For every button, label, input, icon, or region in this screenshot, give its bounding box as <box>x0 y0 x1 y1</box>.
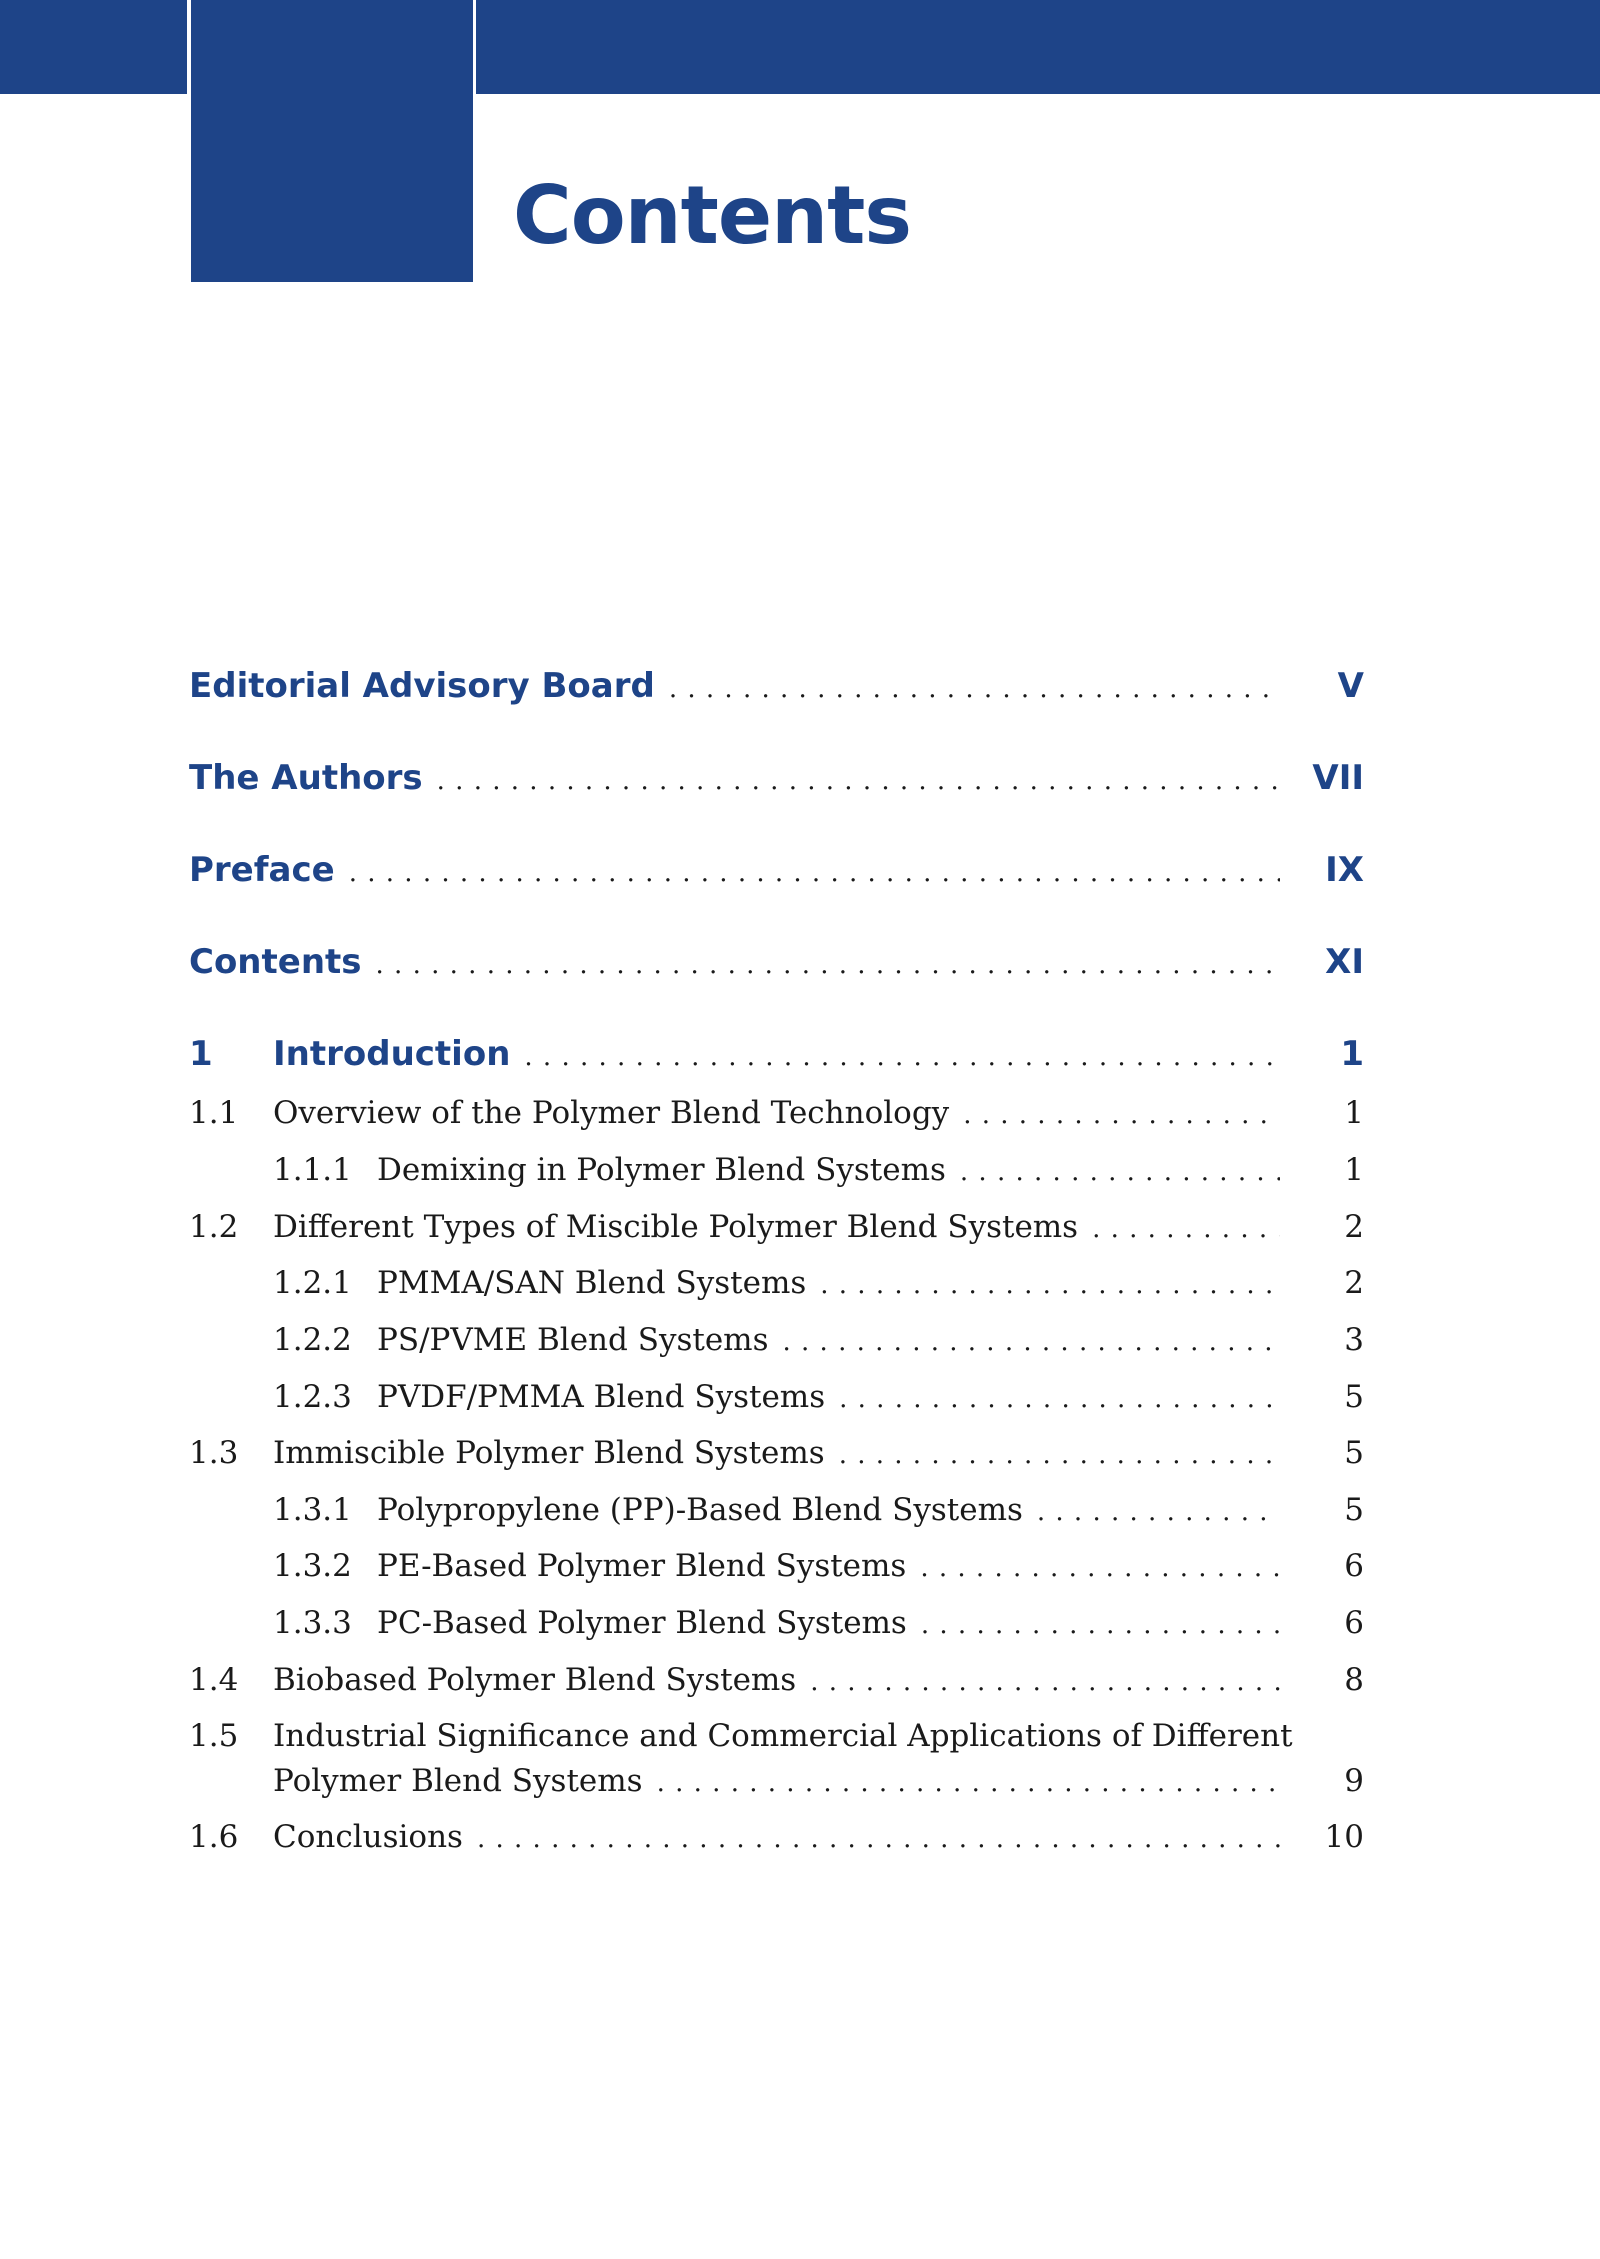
header-bar-left <box>0 0 187 94</box>
toc-entry-title: PVDF/PMMA Blend Systems <box>377 1379 826 1415</box>
toc-entry-page: 2 <box>1344 1209 1364 1245</box>
toc-section-number: 1.4 <box>189 1662 239 1698</box>
toc-subsection-1-3-3[interactable] <box>189 1605 1364 1641</box>
toc-entry-page: V <box>1337 666 1364 706</box>
toc-entry-page: 1 <box>1344 1152 1364 1188</box>
toc-entry-page: 5 <box>1344 1435 1364 1471</box>
toc-chapter-number: 1 <box>189 1034 213 1074</box>
toc-section-1-5-continued[interactable] <box>189 1763 1364 1799</box>
toc-entry-page: 2 <box>1344 1265 1364 1301</box>
toc-entry-title: Preface <box>189 850 335 890</box>
toc-section-1-5[interactable] <box>189 1718 1364 1754</box>
toc-section-number: 1.6 <box>189 1819 239 1855</box>
toc-entry-title: Editorial Advisory Board <box>189 666 655 706</box>
toc-subsection-number: 1.3.1 <box>273 1492 352 1528</box>
toc-chapter-1[interactable] <box>189 1034 1364 1074</box>
toc-entry-page: 5 <box>1344 1492 1364 1528</box>
toc-entry-page: 10 <box>1324 1819 1364 1855</box>
dot-leader <box>820 1265 1280 1301</box>
toc-subsection-1-1-1[interactable] <box>189 1152 1364 1188</box>
toc-subsection-number: 1.2.2 <box>273 1322 352 1358</box>
page-title: Contents <box>513 169 911 262</box>
toc-subsection-number: 1.3.2 <box>273 1548 352 1584</box>
header-bar-right <box>476 0 1600 94</box>
toc-section-number: 1.5 <box>189 1718 239 1754</box>
dot-leader <box>657 1763 1280 1799</box>
dot-leader <box>1037 1492 1280 1528</box>
toc-subsection-1-3-1[interactable] <box>189 1492 1364 1528</box>
toc-entry-title: PE-Based Polymer Blend Systems <box>377 1548 907 1584</box>
toc-entry-page: 6 <box>1344 1605 1364 1641</box>
toc-section-1-1[interactable] <box>189 1095 1364 1131</box>
dot-leader <box>810 1662 1280 1698</box>
dot-leader <box>839 1379 1280 1415</box>
toc-subsection-number: 1.2.3 <box>273 1379 352 1415</box>
toc-entry-title: Contents <box>189 942 362 982</box>
toc-entry-page: 6 <box>1344 1548 1364 1584</box>
toc-subsection-1-2-2[interactable] <box>189 1322 1364 1358</box>
toc-section-number: 1.3 <box>189 1435 239 1471</box>
toc-entry-the-authors[interactable] <box>189 758 1364 798</box>
toc-entry-title: The Authors <box>189 758 423 798</box>
toc-entry-title: Introduction <box>273 1034 511 1074</box>
toc-entry-title: PMMA/SAN Blend Systems <box>377 1265 807 1301</box>
toc-entry-page: XI <box>1325 942 1364 982</box>
dot-leader <box>524 1034 1280 1074</box>
toc-subsection-1-3-2[interactable] <box>189 1548 1364 1584</box>
dot-leader <box>963 1095 1280 1131</box>
toc-entry-page: 9 <box>1344 1763 1364 1799</box>
toc-section-number: 1.2 <box>189 1209 239 1245</box>
dot-leader <box>477 1819 1280 1855</box>
dot-leader <box>782 1322 1280 1358</box>
dot-leader <box>921 1605 1280 1641</box>
toc-section-1-2[interactable] <box>189 1209 1364 1245</box>
toc-entry-page: VII <box>1312 758 1364 798</box>
toc-entry-title: Polypropylene (PP)-Based Blend Systems <box>377 1492 1023 1528</box>
toc-entry-page: IX <box>1325 850 1364 890</box>
toc-section-number: 1.1 <box>189 1095 239 1131</box>
dot-leader <box>376 942 1280 982</box>
toc-entry-title: Demixing in Polymer Blend Systems <box>377 1152 946 1188</box>
dot-leader <box>437 758 1280 798</box>
toc-entry-title-line2: Polymer Blend Systems <box>273 1763 643 1799</box>
toc-entry-page: 5 <box>1344 1379 1364 1415</box>
dot-leader <box>839 1435 1280 1471</box>
toc-entry-contents[interactable] <box>189 942 1364 982</box>
toc-entry-title: PC-Based Polymer Blend Systems <box>377 1605 907 1641</box>
toc-entry-title-line1: Industrial Significance and Commercial Applications of Different <box>273 1718 1293 1754</box>
dot-leader <box>349 850 1280 890</box>
toc-section-1-6[interactable] <box>189 1819 1364 1855</box>
toc-section-1-4[interactable] <box>189 1662 1364 1698</box>
toc-section-1-3[interactable] <box>189 1435 1364 1471</box>
toc-entry-preface[interactable] <box>189 850 1364 890</box>
toc-subsection-number: 1.2.1 <box>273 1265 352 1301</box>
dot-leader <box>920 1548 1280 1584</box>
toc-subsection-number: 1.3.3 <box>273 1605 352 1641</box>
toc-entry-page: 8 <box>1344 1662 1364 1698</box>
toc-entry-title: Biobased Polymer Blend Systems <box>273 1662 797 1698</box>
header-tab-block <box>191 0 473 282</box>
toc-entry-title: Immiscible Polymer Blend Systems <box>273 1435 825 1471</box>
toc-subsection-number: 1.1.1 <box>273 1152 352 1188</box>
toc-entry-title: PS/PVME Blend Systems <box>377 1322 769 1358</box>
toc-subsection-1-2-3[interactable] <box>189 1379 1364 1415</box>
toc-entry-title: Overview of the Polymer Blend Technology <box>273 1095 950 1131</box>
toc-entry-page: 1 <box>1340 1034 1364 1074</box>
toc-subsection-1-2-1[interactable] <box>189 1265 1364 1301</box>
dot-leader <box>669 666 1280 706</box>
dot-leader <box>1092 1209 1280 1245</box>
toc-entry-title: Conclusions <box>273 1819 463 1855</box>
dot-leader <box>960 1152 1280 1188</box>
toc-entry-page: 1 <box>1344 1095 1364 1131</box>
toc-entry-title: Different Types of Miscible Polymer Blend Systems <box>273 1209 1079 1245</box>
toc-entry-editorial-advisory-board[interactable] <box>189 666 1364 706</box>
toc-entry-page: 3 <box>1344 1322 1364 1358</box>
